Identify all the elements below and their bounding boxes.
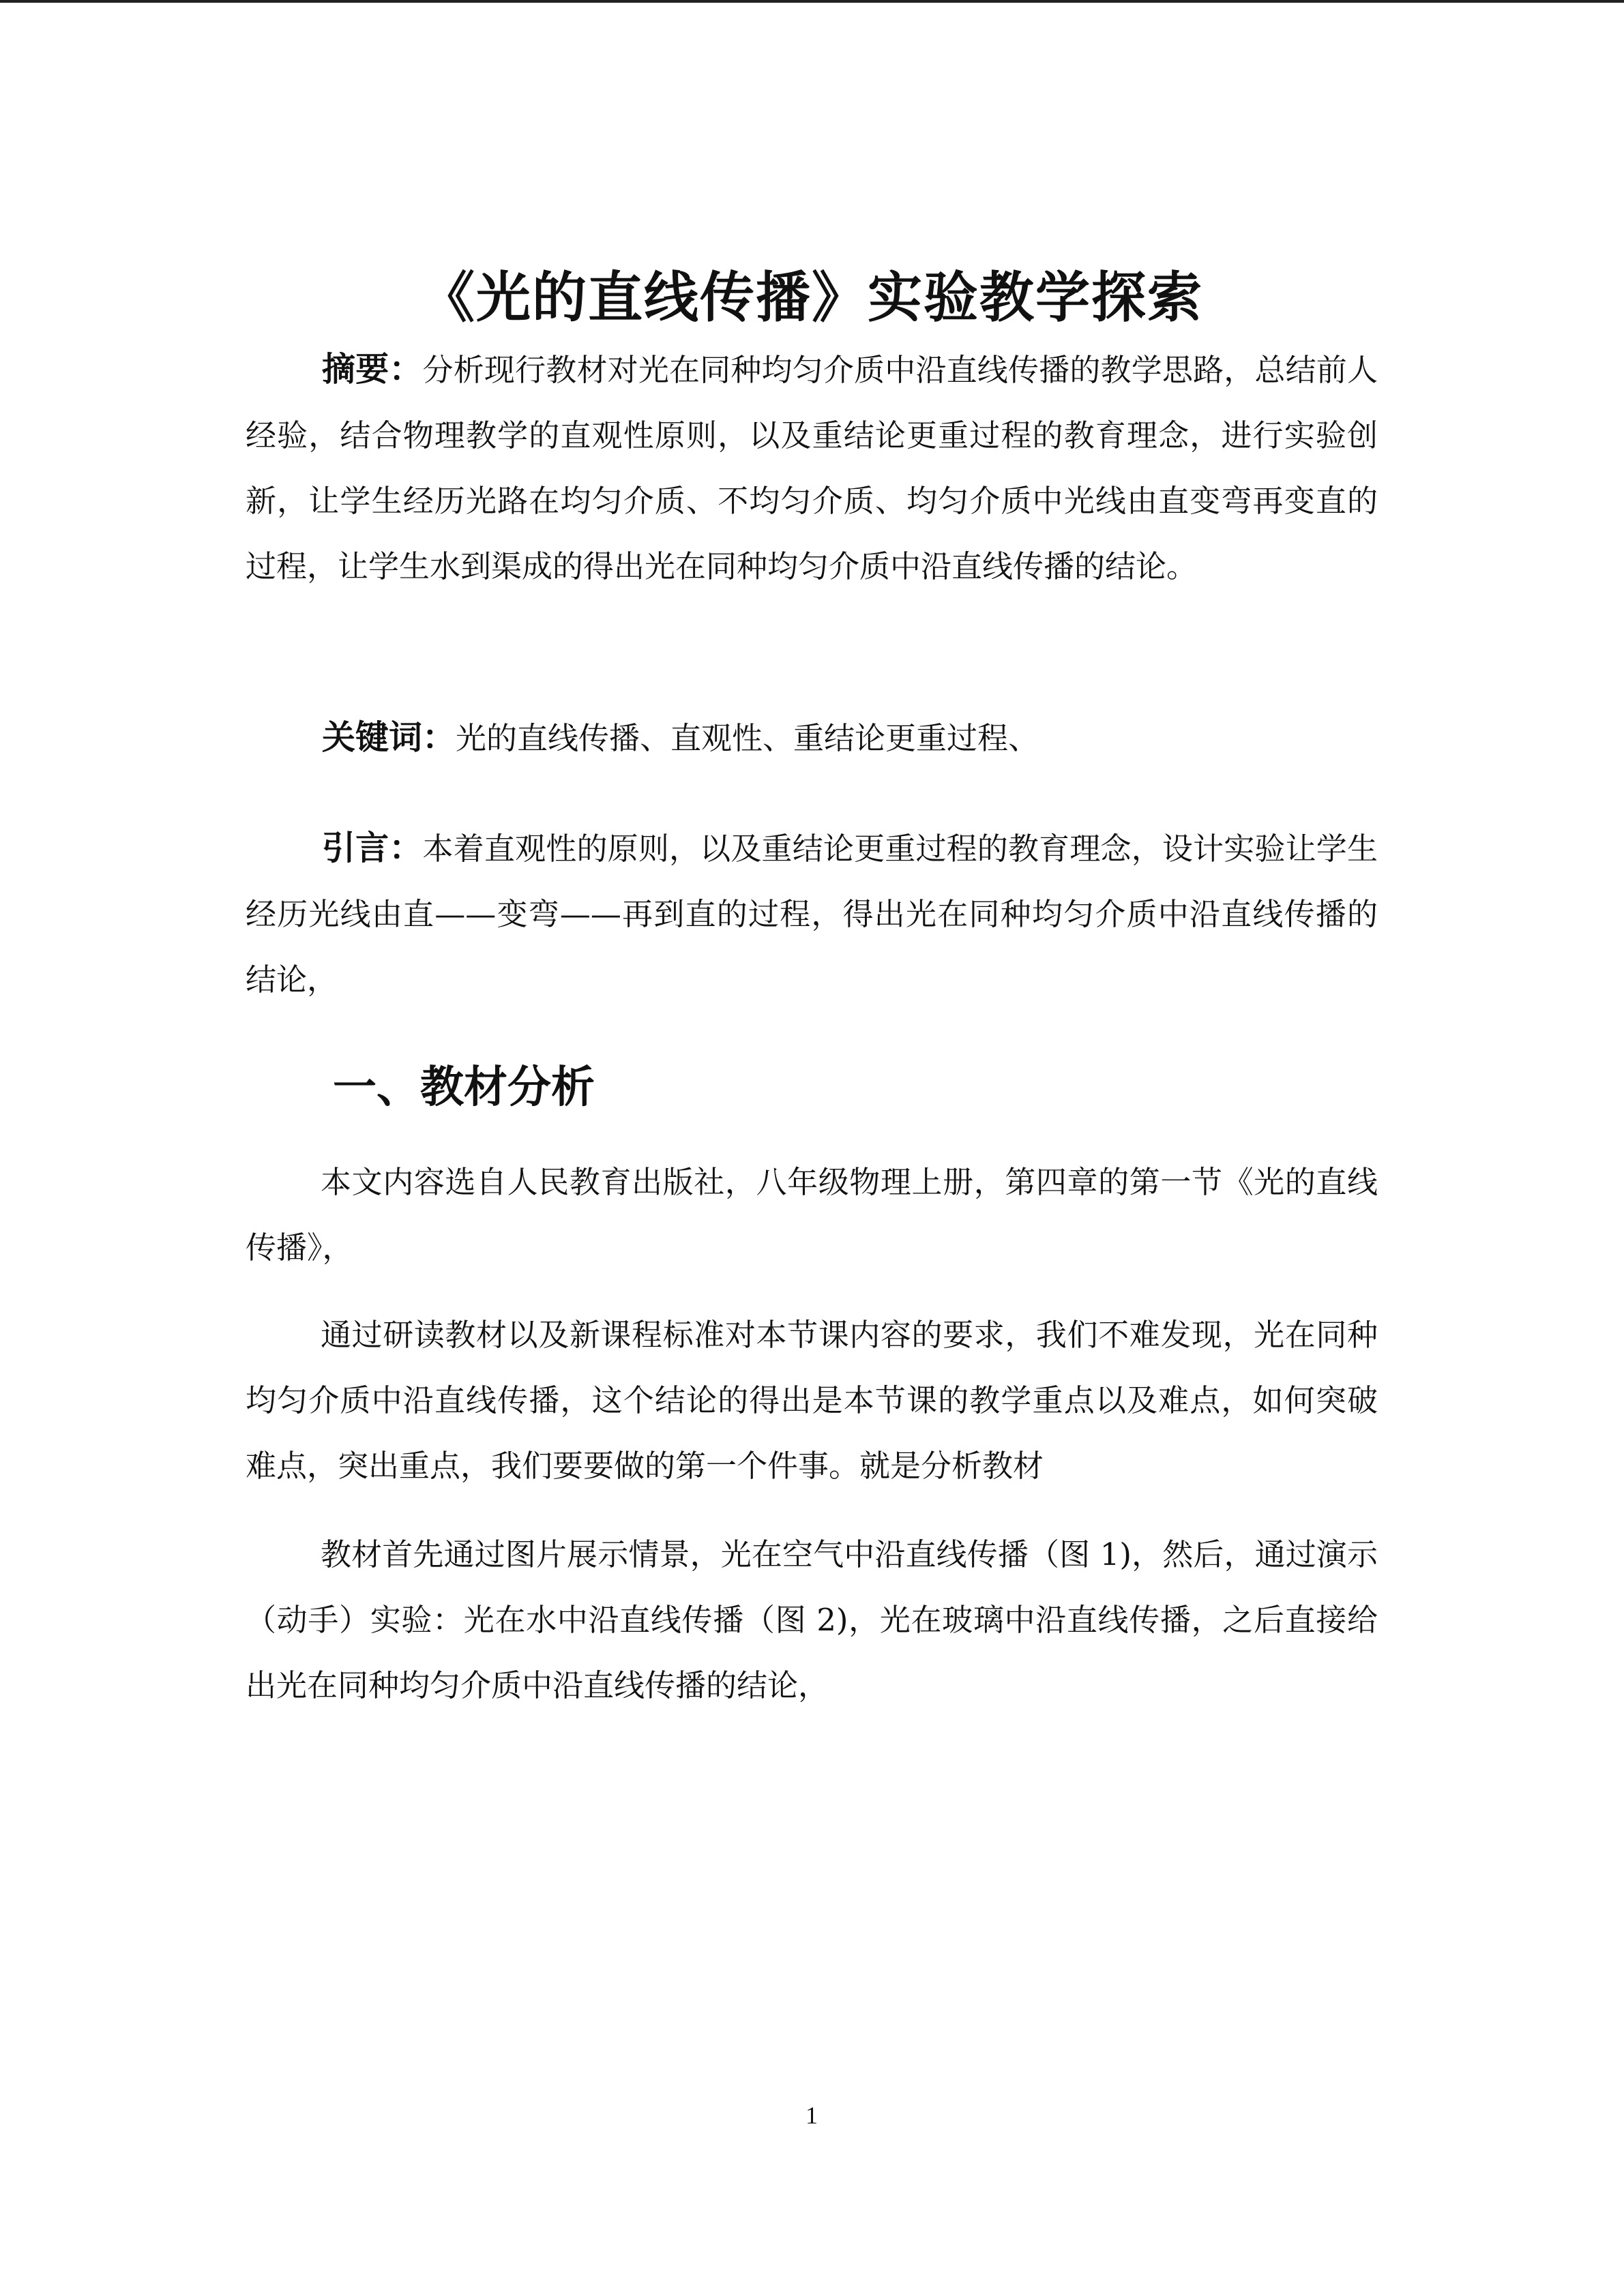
page-number: 1 [806,2102,818,2129]
abstract-label: 摘要： [322,350,423,389]
keywords-text: 光的直线传播、直观性、重结论更重过程、 [456,720,1039,756]
document-page [246,0,1378,2296]
keywords-label: 关键词： [322,718,456,757]
abstract-text: 分析现行教材对光在同种均匀介质中沿直线传播的教学思路，总结前人经验，结合物理教学的直观性原则，以及重结论更重过程的教育理念，进行实验创新，让学生经历光路在均匀介质、不均匀介质、均匀介质中光线由直变弯再变直的 过程，让学生水到渠成的得出光在同种均匀介质中沿直线传播的结论。 [246,352,1378,584]
intro-paragraph [246,816,1378,1013]
abstract-paragraph [246,337,1378,599]
document-title: 《光的直线传播》实验教学探索 [420,265,1203,329]
body-paragraph: 教材首先通过图片展示情景，光在空气中沿直线传播（图 1)，然后，通过演示（动手）实验：光在水中沿直线传播（图 2)，光在玻璃中沿直线传播，之后直接给出光在同种均匀介质中沿直线传播的结论， [246,1536,1378,1703]
intro-text: 本着直观性的原则，以及重结论更重过程的教育理念，设计实验让学生经历光线由直——变弯——再到直的过程，得出光在同种均匀介质中沿直线传播的结论， [246,831,1378,998]
body-paragraph: 通过研读教材以及新课程标准对本节课内容的要求，我们不难发现，光在同种均匀介质中沿直线传播，这个结论的得出是本节课的教学重点以及难点，如何突破难点，突出重点，我们要要做的第一个件事。就是分析教材 [246,1317,1378,1484]
section-heading-textbook-analysis: 一、教材分析 [333,1062,595,1113]
intro-label: 引言： [322,829,423,867]
keywords-paragraph [246,705,1378,771]
body-paragraph: 本文内容选自人民教育出版社，八年级物理上册，第四章的第一节《光的直线传播》， [246,1164,1378,1266]
